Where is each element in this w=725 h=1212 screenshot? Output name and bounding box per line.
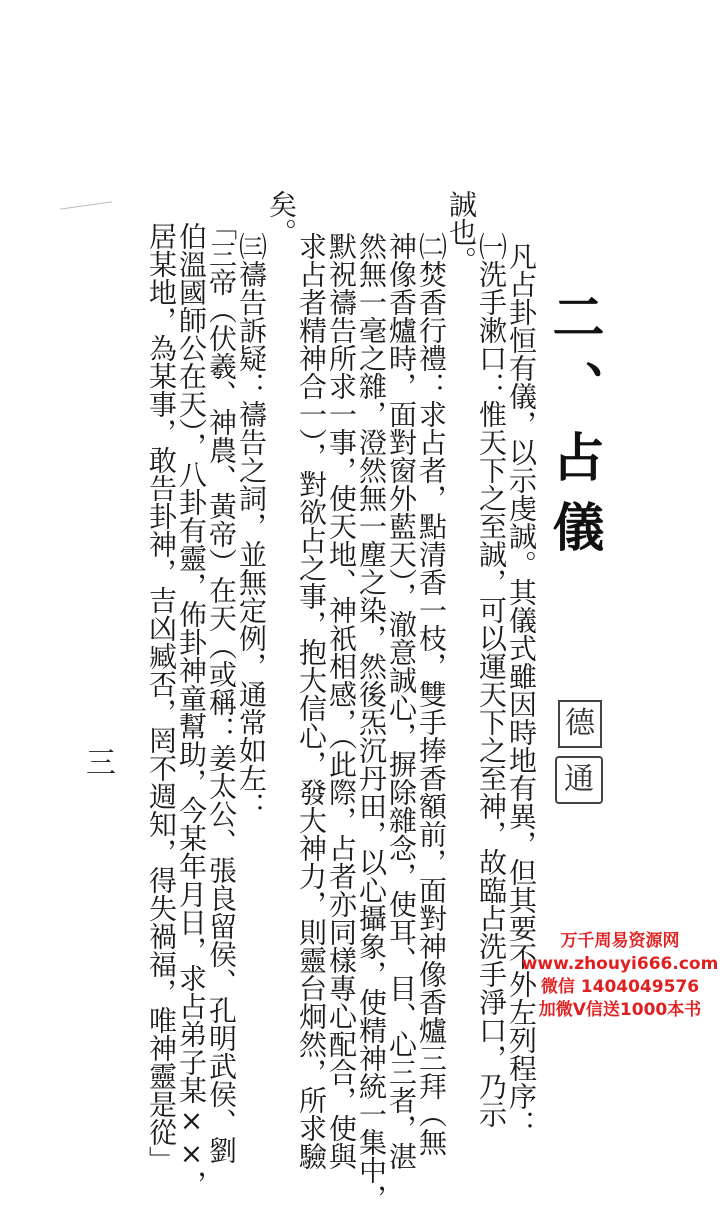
text-column-8: 求占者精神合一），對欲占之事，抱大信心，發大神力，則靈台炯然，所求驗: [295, 232, 328, 1170]
text-column-4: ㈡焚香行禮：求占者，點清香一枝，雙手捧香額前，面對神像香爐三拜（無: [415, 232, 448, 1156]
watermark-line-1: 万千周易资源网: [560, 931, 680, 951]
text-column-2: ㈠洗手漱口：惟天下之至誠，可以運天下之至神，故臨占洗手淨口，乃示: [475, 232, 508, 1128]
text-column-12: 伯溫國師公在天），八卦有靈，佈卦神童幫助，今某年月日，求占弟子某××，: [175, 222, 208, 1198]
text-column-7: 默祝禱告所求一事，使天地、神祇相感，（此際，占者亦同樣專心配合，使與: [325, 232, 358, 1170]
text-column-6: 然無一毫之雜，澄然無一塵之染，然後炁沉丹田，以心攝象，使精神統一集中，: [355, 232, 388, 1212]
chapter-title: 二、占儀: [543, 290, 604, 570]
watermark-line-4: 加微V信送1000本书: [538, 1000, 702, 1020]
watermark-line-2: www.zhouyi666.com: [521, 954, 719, 974]
text-column-5: 神像香爐時，面對窗外藍天），澈意誠心，摒除雜念，使耳、目、心三者，湛: [385, 232, 418, 1170]
page-number: 三: [86, 746, 116, 781]
margin-mark: [60, 201, 112, 209]
text-column-11: 「三帝（伏羲、神農、黃帝）在天（或稱：姜太公、張良留侯、孔明武侯、劉: [205, 212, 238, 1164]
seal-stamp-bottom: 通: [555, 756, 603, 804]
seal-stamp-top: 德: [558, 700, 602, 748]
watermark-block: [520, 930, 720, 1022]
watermark-line-3: 微信 1404049576: [540, 977, 700, 997]
text-column-9: 矣。: [265, 190, 298, 246]
text-column-3: 誠也。: [445, 190, 478, 274]
text-column-1: 凡占卦恒有儀，以示虔誠。其儀式雖因時地有異，但其要不外左列程序：: [505, 242, 538, 1138]
text-column-13: 居某地，為某事，敢告卦神，吉凶臧否，罔不週知，得失禍福，唯神靈是從」: [145, 222, 178, 1174]
text-column-10: ㈢禱告訴疑：禱告之詞，並無定例，通常如左：: [235, 232, 268, 820]
